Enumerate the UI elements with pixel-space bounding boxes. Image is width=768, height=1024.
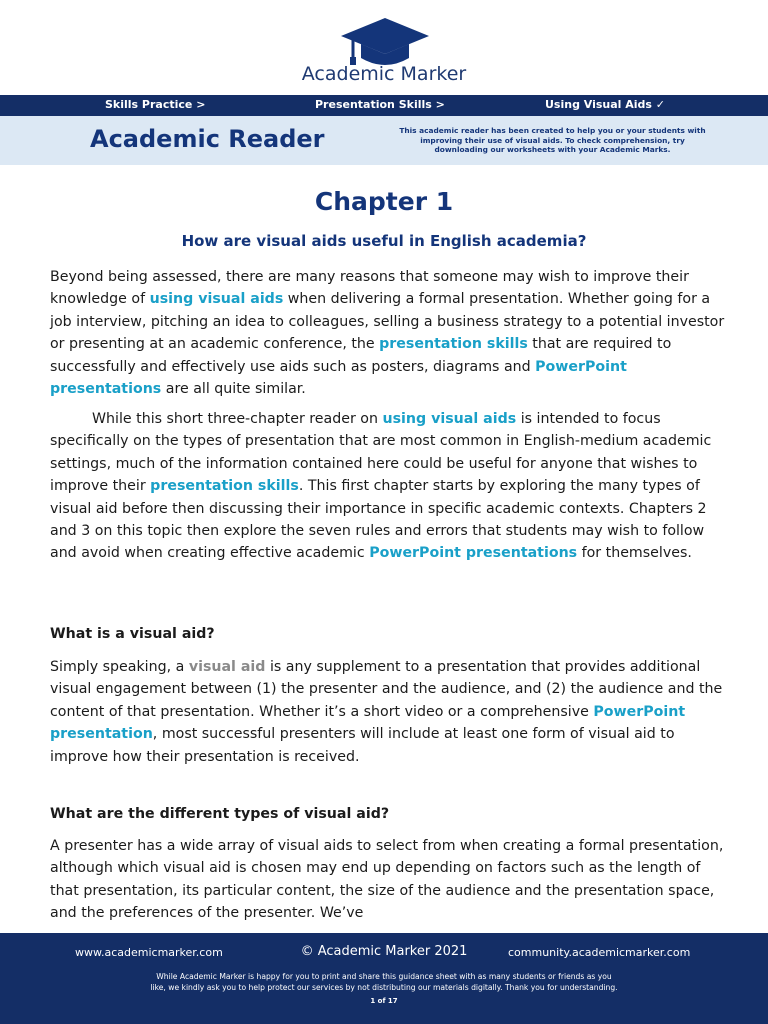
- section-heading: What are the different types of visual aid?: [50, 806, 390, 822]
- reader-title: Academic Reader: [90, 125, 325, 153]
- text-run: for themselves.: [577, 545, 692, 562]
- nav-presentation-skills[interactable]: Presentation Skills >: [315, 98, 445, 111]
- text-run: when delivering a formal presentation. Whether going for a job interview, pitching an idea to colleagues, selling a business strategy to a potential investor or presenting at an academic conference, the: [50, 291, 725, 353]
- reader-description-line: improving their use of visual aids. To check comprehension, try: [420, 135, 685, 145]
- text-run: . This first chapter starts by exploring the many types of visual aid before then discussing their importance in specific academic contexts. Chapters 2 and 3 on this topic then explore the seven rules and errors that students may wish to follow and avoid when creating effective academic: [50, 478, 707, 562]
- brand-name: Academic Marker: [301, 63, 467, 85]
- text-run: A presenter has a wide array of visual aids to select from when creating a formal presentation, although which visual aid is chosen may end up depending on factors such as the length of that presentation, its particular content, the size of the audience and the presentation space, and the preferences of the presenter. We’ve: [50, 838, 724, 922]
- footer-community-link[interactable]: community.academicmarker.com: [508, 946, 691, 959]
- reader-description-line: This academic reader has been created to help you or your students with: [399, 126, 706, 135]
- footer-notice: [90, 971, 678, 993]
- logo-header: [0, 0, 768, 95]
- reader-header: [0, 116, 768, 165]
- footer-notice-line: like, we kindly ask you to help protect our services by not distributing our materials digitally. Thank you for understanding.: [150, 983, 618, 992]
- link-presentation-skills[interactable]: presentation skills: [150, 478, 299, 495]
- text-run: that are required to successfully and effectively use aids such as posters, diagrams and: [50, 336, 672, 375]
- page-number: 1 of 17: [370, 997, 398, 1005]
- chapter-title: Chapter 1: [314, 187, 454, 216]
- paragraph-reader-scope: [50, 408, 730, 565]
- text-run: is any supplement to a presentation that provides additional visual engagement between (1) the presenter and the audience, and (2) the audience and the content of that presentation. Whether it’s a short video or a comprehensive: [50, 659, 723, 720]
- footer-copyright: © Academic Marker 2021: [300, 944, 468, 959]
- link-powerpoint-presentation[interactable]: PowerPoint presentation: [50, 703, 686, 743]
- link-powerpoint-presentations[interactable]: PowerPoint presentations: [369, 545, 578, 562]
- reader-description: [385, 126, 720, 155]
- footer-website-link[interactable]: www.academicmarker.com: [75, 946, 223, 959]
- paragraph-visual-aid-types: [50, 835, 730, 925]
- link-using-visual-aids[interactable]: using visual aids: [382, 411, 517, 427]
- text-run: , most successful presenters will include at least one form of visual aid to improve how their presentation is received.: [50, 726, 675, 765]
- text-run: Simply speaking, a: [50, 659, 189, 675]
- section-heading: What is a visual aid?: [50, 626, 215, 642]
- text-run: Beyond being assessed, there are many reasons that someone may wish to improve their knowledge of: [50, 269, 689, 308]
- link-visual-aid[interactable]: visual aid: [188, 659, 266, 675]
- breadcrumb-nav: [0, 95, 768, 116]
- link-powerpoint-presentations[interactable]: PowerPoint presentations: [50, 358, 627, 398]
- footer-notice-line: While Academic Marker is happy for you to print and share this guidance sheet with as many students or friends as you: [156, 972, 612, 981]
- reader-description-line: downloading our worksheets with your Academic Marks.: [434, 145, 671, 154]
- graduation-cap-icon: [339, 14, 431, 70]
- nav-using-visual-aids[interactable]: Using Visual Aids ✓: [545, 98, 666, 111]
- page-footer: [0, 933, 768, 1024]
- link-using-visual-aids[interactable]: using visual aids: [149, 291, 284, 308]
- nav-skills-practice[interactable]: Skills Practice >: [105, 98, 206, 111]
- chapter-subtitle: How are visual aids useful in English academia?: [181, 232, 587, 250]
- link-presentation-skills[interactable]: presentation skills: [379, 336, 528, 353]
- text-run: is intended to focus specifically on the types of presentation that are most common in English-medium academic settings, much of the information contained here could be useful for anyone that wishes to improve their: [50, 411, 712, 495]
- text-run: While this short three-chapter reader on: [92, 411, 383, 427]
- paragraph-visual-aid-definition: [50, 656, 730, 768]
- text-run: are all quite similar.: [161, 381, 306, 398]
- paragraph-intro: [50, 266, 730, 400]
